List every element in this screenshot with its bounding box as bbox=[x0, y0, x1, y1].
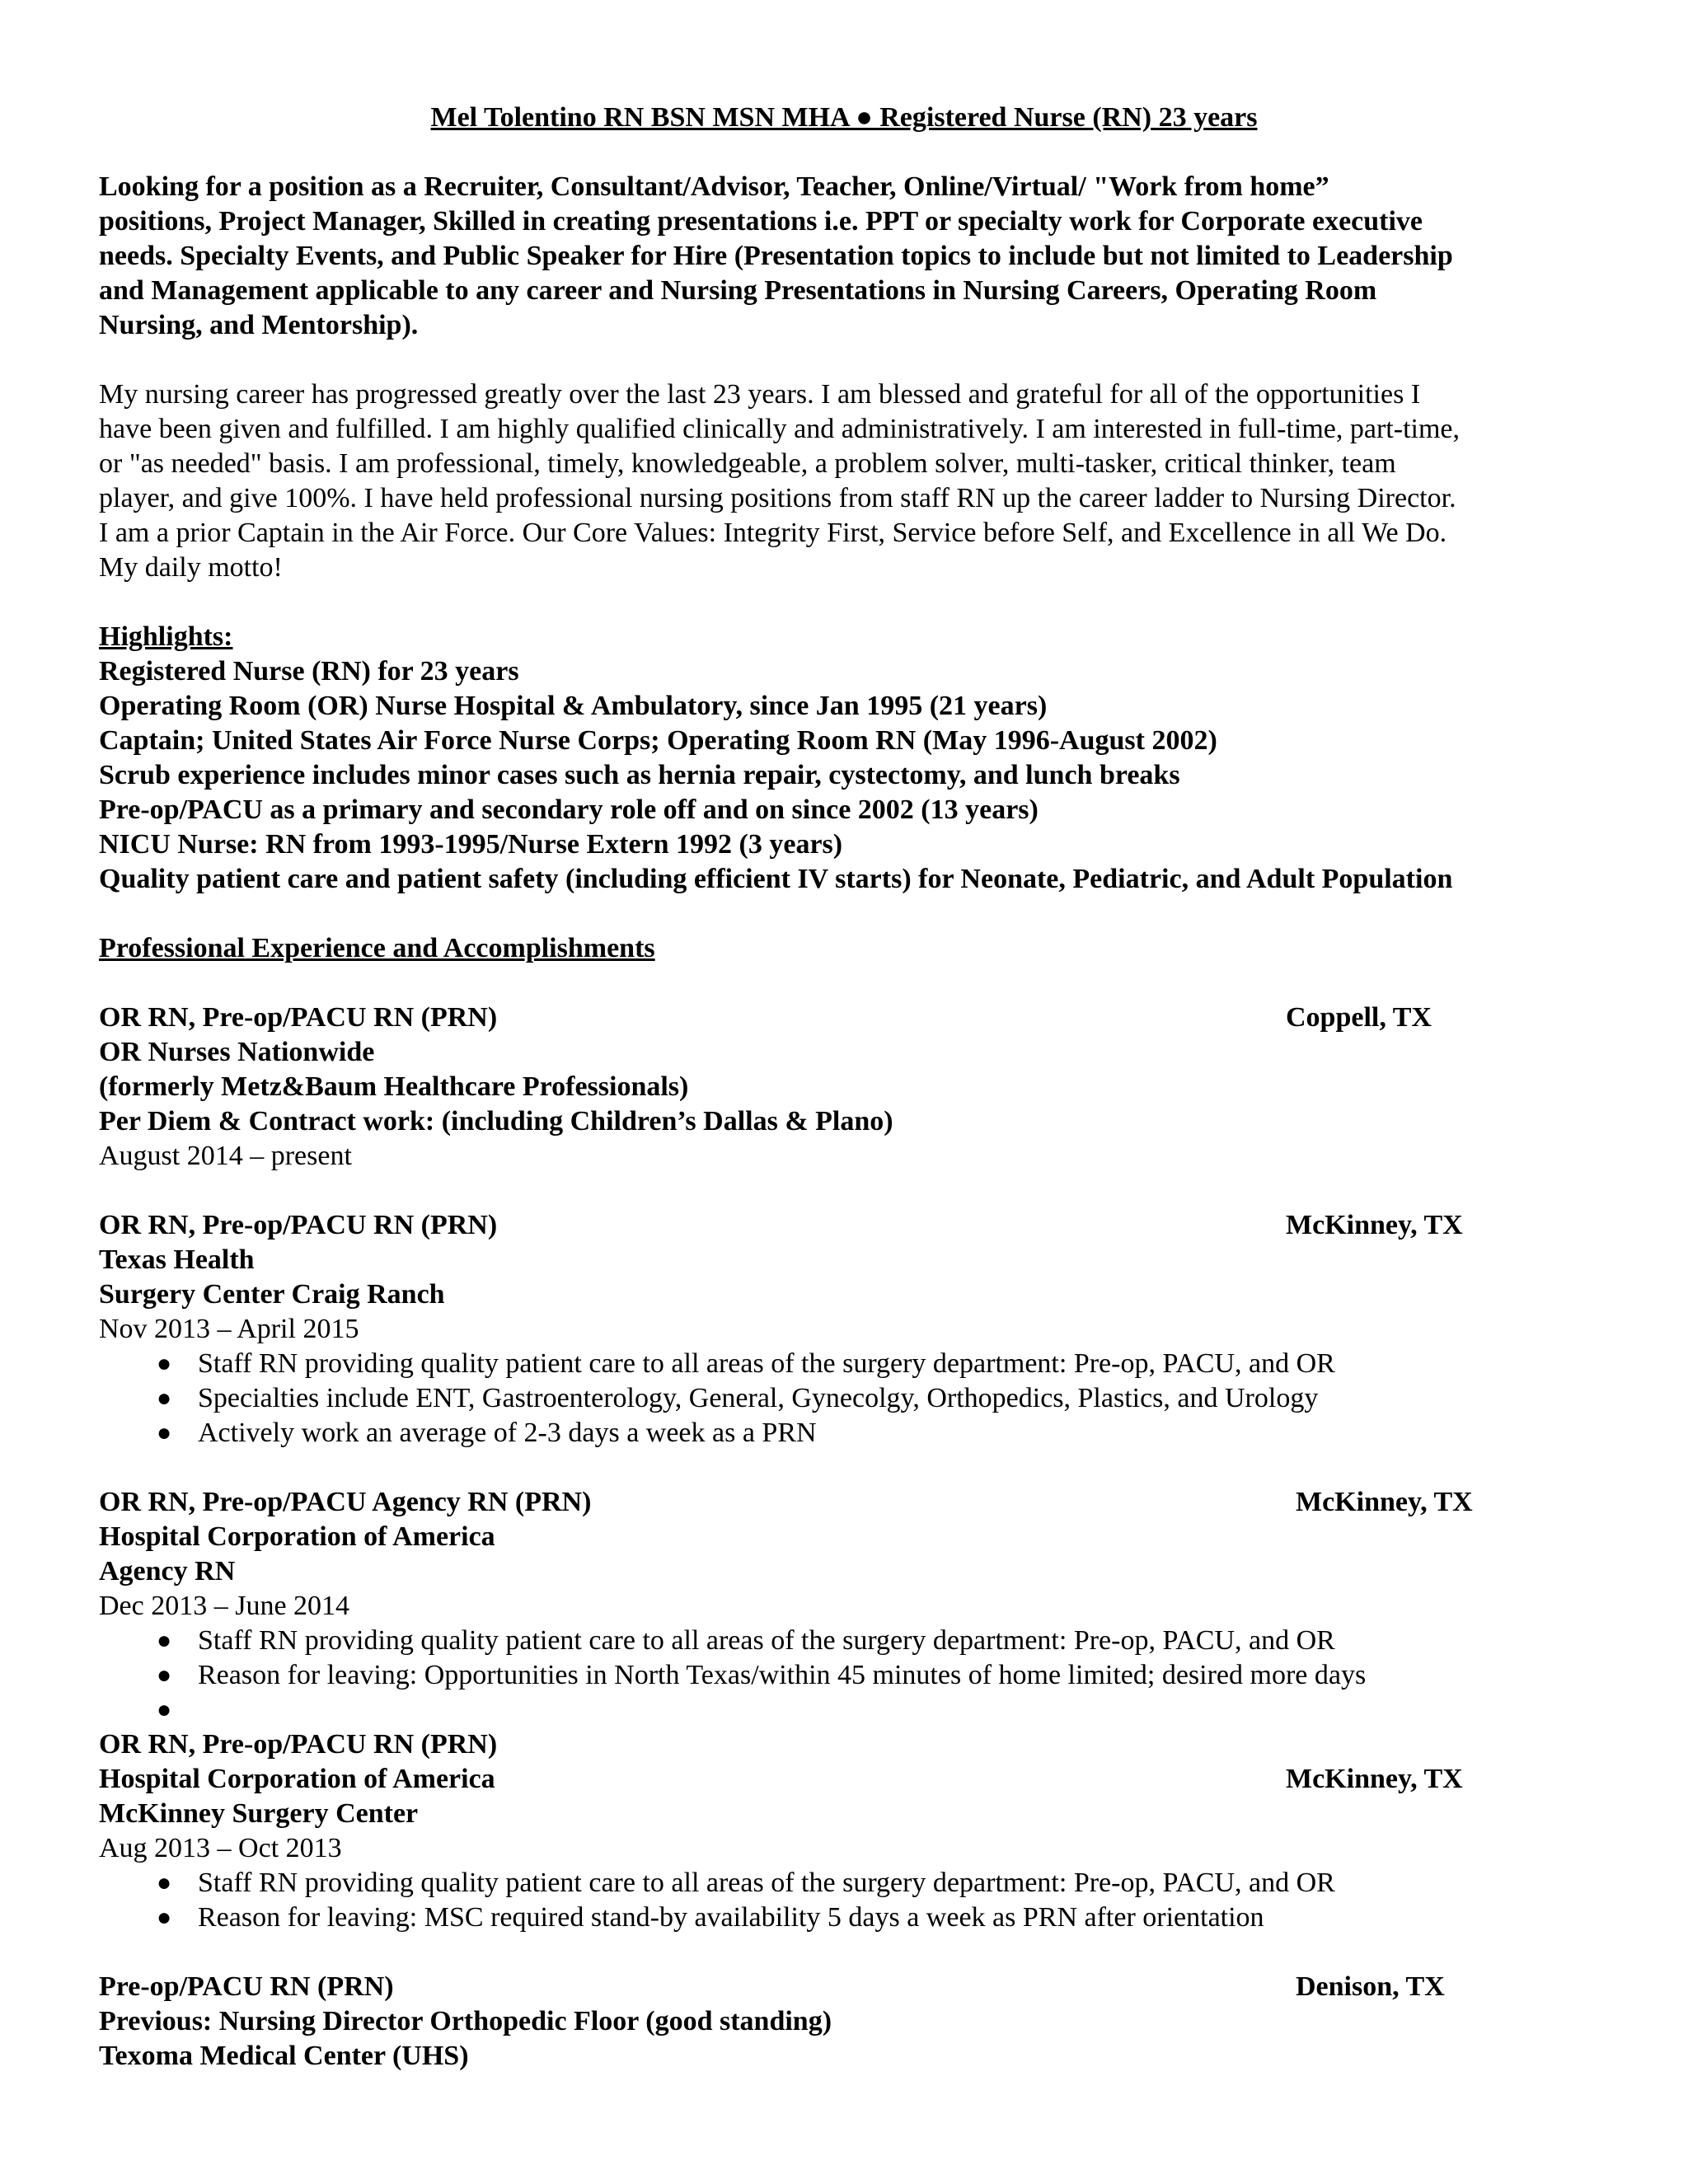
job-organization: (formerly Metz&Baum Healthcare Professionals) bbox=[99, 1071, 689, 1102]
page-title: Mel Tolentino RN BSN MSN MHA ● Registered Nurse (RN) 23 years bbox=[430, 102, 1258, 133]
highlight-item: Registered Nurse (RN) for 23 years bbox=[99, 656, 519, 687]
bullet-icon: ● bbox=[157, 1696, 172, 1723]
bullet-icon: ● bbox=[157, 1385, 172, 1412]
job-title: OR RN, Pre-op/PACU RN (PRN) bbox=[99, 1729, 498, 1760]
job-title: Pre-op/PACU RN (PRN) bbox=[99, 1971, 394, 2002]
highlight-item: Scrub experience includes minor cases such as hernia repair, cystectomy, and lunch breaks bbox=[99, 760, 1180, 790]
job-organization: Agency RN bbox=[99, 1556, 236, 1586]
highlight-item: Captain; United States Air Force Nurse Corps; Operating Room RN (May 1996-August 2002) bbox=[99, 725, 1217, 756]
job-organization: Hospital Corporation of America bbox=[99, 1764, 495, 1794]
job-organization: OR Nurses Nationwide bbox=[99, 1037, 375, 1067]
job-organization: Per Diem & Contract work: (including Children’s Dallas & Plano) bbox=[99, 1106, 893, 1137]
job-organization: Previous: Nursing Director Orthopedic Floor (good standing) bbox=[99, 2006, 832, 2036]
summary-line: My daily motto! bbox=[99, 552, 283, 583]
job-location: McKinney, TX bbox=[1286, 1210, 1463, 1240]
summary-line: My nursing career has progressed greatly over the last 23 years. I am blessed and grateful for all of the opportunities I bbox=[99, 379, 1421, 410]
objective-line: positions, Project Manager, Skilled in creating presentations i.e. PPT or specialty work for Corporate executive bbox=[99, 206, 1423, 237]
job-location: McKinney, TX bbox=[1286, 1764, 1463, 1794]
job-title: OR RN, Pre-op/PACU RN (PRN) bbox=[99, 1210, 498, 1240]
highlight-item: NICU Nurse: RN from 1993-1995/Nurse Extern 1992 (3 years) bbox=[99, 829, 843, 860]
job-organization: McKinney Surgery Center bbox=[99, 1798, 419, 1829]
bullet-icon: ● bbox=[157, 1419, 172, 1446]
summary-line: I am a prior Captain in the Air Force. Our Core Values: Integrity First, Service before Self, and Excellence in all We Do. bbox=[99, 518, 1447, 548]
experience-heading: Professional Experience and Accomplishments bbox=[99, 933, 655, 963]
job-organization: Hospital Corporation of America bbox=[99, 1521, 495, 1552]
job-bullet: Staff RN providing quality patient care to all areas of the surgery department: Pre-op, PACU, and OR bbox=[198, 1868, 1335, 1898]
job-dates: Dec 2013 – June 2014 bbox=[99, 1591, 350, 1621]
job-dates: Nov 2013 – April 2015 bbox=[99, 1314, 359, 1344]
job-organization: Texas Health bbox=[99, 1244, 255, 1275]
summary-line: have been given and fulfilled. I am highly qualified clinically and administratively. I am interested in full-time, part-time, bbox=[99, 414, 1460, 444]
bullet-icon: ● bbox=[157, 1869, 172, 1896]
summary-line: or "as needed" basis. I am professional, timely, knowledgeable, a problem solver, multi-tasker, critical thinker, team bbox=[99, 448, 1396, 479]
job-bullet: Staff RN providing quality patient care to all areas of the surgery department: Pre-op, PACU, and OR bbox=[198, 1625, 1335, 1656]
job-organization: Surgery Center Craig Ranch bbox=[99, 1279, 445, 1310]
bullet-icon: ● bbox=[157, 1661, 172, 1689]
objective-line: Nursing, and Mentorship). bbox=[99, 310, 419, 340]
highlight-item: Quality patient care and patient safety (including efficient IV starts) for Neonate, Pediatric, and Adult Population bbox=[99, 864, 1453, 894]
job-location: Coppell, TX bbox=[1286, 1002, 1432, 1033]
bullet-icon: ● bbox=[157, 1904, 172, 1931]
job-bullet: Staff RN providing quality patient care to all areas of the surgery department: Pre-op, PACU, and OR bbox=[198, 1348, 1335, 1379]
job-dates: August 2014 – present bbox=[99, 1141, 352, 1171]
objective-line: Looking for a position as a Recruiter, Consultant/Advisor, Teacher, Online/Virtual/ "Work from home” bbox=[99, 171, 1329, 202]
job-title: OR RN, Pre-op/PACU RN (PRN) bbox=[99, 1002, 498, 1033]
job-dates: Aug 2013 – Oct 2013 bbox=[99, 1833, 342, 1863]
job-location: McKinney, TX bbox=[1296, 1487, 1473, 1517]
job-bullet: Reason for leaving: MSC required stand-by availability 5 days a week as PRN after orientation bbox=[198, 1902, 1264, 1933]
highlight-item: Pre-op/PACU as a primary and secondary role off and on since 2002 (13 years) bbox=[99, 794, 1039, 825]
job-bullet: Specialties include ENT, Gastroenterology, General, Gynecolgy, Orthopedics, Plastics, and Urology bbox=[198, 1383, 1319, 1413]
bullet-icon: ● bbox=[157, 1350, 172, 1377]
highlights-heading: Highlights: bbox=[99, 621, 233, 652]
bullet-icon: ● bbox=[157, 1627, 172, 1654]
objective-line: and Management applicable to any career and Nursing Presentations in Nursing Careers, Operating Room bbox=[99, 275, 1377, 306]
objective-line: needs. Specialty Events, and Public Speaker for Hire (Presentation topics to include but not limited to Leadership bbox=[99, 241, 1453, 271]
job-bullet: Actively work an average of 2-3 days a week as a PRN bbox=[198, 1418, 817, 1448]
summary-line: player, and give 100%. I have held professional nursing positions from staff RN up the career ladder to Nursing Director. bbox=[99, 483, 1456, 513]
job-bullet: Reason for leaving: Opportunities in North Texas/within 45 minutes of home limited; desired more days bbox=[198, 1660, 1367, 1690]
job-title: OR RN, Pre-op/PACU Agency RN (PRN) bbox=[99, 1487, 592, 1517]
highlight-item: Operating Room (OR) Nurse Hospital & Ambulatory, since Jan 1995 (21 years) bbox=[99, 691, 1048, 721]
job-organization: Texoma Medical Center (UHS) bbox=[99, 2041, 469, 2071]
job-location: Denison, TX bbox=[1296, 1971, 1445, 2002]
